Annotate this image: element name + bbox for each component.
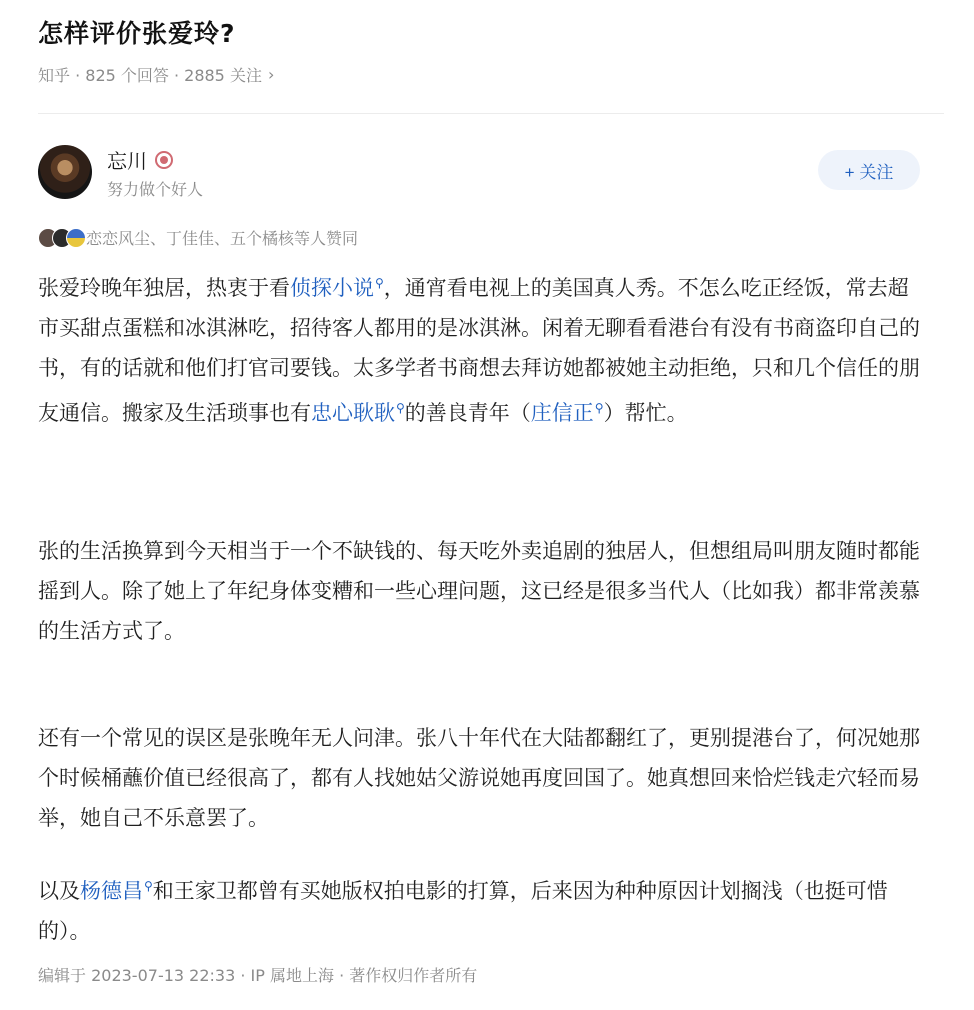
- edit-info: 编辑于 2023-07-13 22:33 · IP 属地上海 · 著作权归作者所有: [38, 966, 478, 985]
- keyword-link-text[interactable]: 杨德昌: [80, 879, 143, 903]
- keyword-link[interactable]: [311, 401, 405, 425]
- keyword-link[interactable]: [290, 276, 384, 300]
- answer-paragraph: 张的生活换算到今天相当于一个不缺钱的、每天吃外卖追剧的独居人，但想组局叫朋友随时都能摇到人。除了她上了年纪身体变糟和一些心理问题，这已经是很多当代人（比如我）都非常羡慕的生活方式了。: [38, 539, 920, 643]
- answer-paragraph: 还有一个常见的误区是张晚年无人问津。张八十年代在大陆都翻红了，更别提港台了，何况她那个时候桶蘸价值已经很高了，都有人找她姑父游说她再度回国了。她真想回来恰烂钱走穴轻而易举，她自己不乐意罢了。: [38, 726, 920, 830]
- search-icon: ⚲: [594, 401, 604, 415]
- voters-text: 恋恋风尘、丁佳佳、五个橘核等人赞同: [86, 229, 359, 248]
- search-icon: ⚲: [144, 879, 153, 893]
- author-name-row[interactable]: [107, 145, 173, 174]
- search-icon: ⚲: [396, 401, 405, 415]
- answer-text: ）帮忙。: [603, 401, 688, 425]
- keyword-link[interactable]: [531, 401, 604, 425]
- answer-paragraph: [38, 866, 924, 951]
- voter-avatars: [38, 228, 80, 248]
- answer-paragraph: [38, 263, 924, 433]
- voters-row[interactable]: [38, 226, 358, 249]
- answer-text: 张爱玲晚年独居，热衷于看: [38, 276, 290, 300]
- keyword-link-text[interactable]: 侦探小说: [290, 276, 374, 300]
- question-meta[interactable]: [38, 63, 274, 86]
- question-stats: 知乎 · 825 个回答 · 2885 关注: [38, 66, 262, 85]
- keyword-link-text[interactable]: 庄信正: [530, 401, 594, 425]
- answer-text: 以及: [38, 879, 80, 903]
- author-name[interactable]: 忘川: [107, 149, 147, 173]
- keyword-link[interactable]: [80, 879, 153, 903]
- verified-badge-icon: [155, 151, 173, 169]
- author-bio: 努力做个好人: [107, 180, 204, 199]
- answer-text: 的善良青年（: [404, 401, 531, 425]
- question-title: 怎样评价张爱玲?: [38, 19, 236, 48]
- voter-avatar: [66, 228, 86, 248]
- answer-text: ，通宵看电视上的美国真人秀。不怎么吃正经饭，常去超市买甜点蛋糕和冰淇淋吃，招待客人都用的是冰淇淋。闲着无聊看看港台有没有书商盗印自己的书，有的话就和他们打官司要钱。太多学者书商想去拜访她都被她主动拒绝，只和几个信任的朋友通信。搬家及生活琐事也有: [38, 276, 920, 425]
- divider: [38, 113, 944, 114]
- author-avatar[interactable]: [38, 145, 92, 199]
- follow-button[interactable]: + 关注: [818, 150, 920, 190]
- keyword-link-text[interactable]: 忠心耿耿: [311, 401, 395, 425]
- search-icon: ⚲: [375, 276, 384, 290]
- answer-text: 和王家卫都曾有买她版权拍电影的打算，后来因为种种原因计划搁浅（也挺可惜的）。: [38, 879, 888, 943]
- chevron-right-icon: ›: [267, 65, 275, 84]
